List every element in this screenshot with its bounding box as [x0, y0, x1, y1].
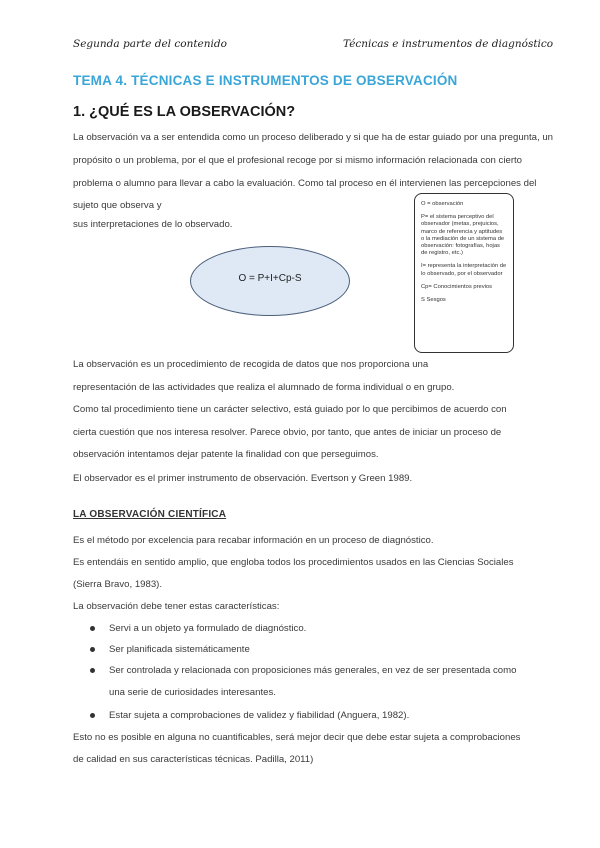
paragraph-line: El observador es el primer instrumento de observación. Evertson y Green 1989.	[73, 473, 413, 484]
paragraph-line: cierta cuestión que nos interesa resolver. Parece obvio, por tanto, que antes de iniciar un proceso de	[73, 427, 502, 438]
bullet-text: una serie de curiosidades interesantes.	[109, 687, 276, 698]
paragraph-line: La observación debe tener estas características:	[73, 601, 280, 612]
paragraph-line: problema o alumno para llevar a cabo la evaluación. Como tal proceso en él intervienen las percepciones del	[73, 178, 537, 189]
subsection-heading: LA OBSERVACIÓN CIENTÍFICA	[73, 509, 227, 520]
formula-text: O = P+I+Cp-S	[238, 273, 302, 284]
paragraph-line: representación de las actividades que realiza el alumnado de forma individual o en grupo.	[73, 382, 455, 393]
paragraph-line: Es el método por excelencia para recabar información en un proceso de diagnóstico.	[73, 535, 434, 546]
header-right: Técnicas e instrumentos de diagnóstico	[343, 38, 554, 50]
bullet-text: Ser planificada sistemáticamente	[109, 644, 250, 655]
bullet-icon	[90, 668, 95, 673]
legend-item: I= representa la interpretación de lo observado, por el observador	[421, 263, 507, 277]
header-left: Segunda parte del contenido	[73, 38, 227, 50]
legend-item: S Sesgos	[421, 297, 446, 304]
paragraph-line: (Sierra Bravo, 1983).	[73, 579, 163, 590]
page-title: TEMA 4. TÉCNICAS E INSTRUMENTOS DE OBSERVACIÓN	[73, 73, 458, 88]
paragraph-line: de calidad en sus características técnicas. Padilla, 2011)	[73, 754, 314, 765]
paragraph-line: La observación va a ser entendida como un proceso deliberado y si que ha de estar guiado por una pregunta, un	[73, 132, 554, 143]
bullet-text: Estar sujeta a comprobaciones de validez y fiabilidad (Anguera, 1982).	[109, 710, 410, 721]
bullet-icon	[90, 647, 95, 652]
formula-ellipse	[190, 246, 350, 316]
paragraph-line: Esto no es posible en alguna no cuantificables, será mejor decir que debe estar sujeta a comprobaciones	[73, 732, 521, 743]
section-heading: 1. ¿QUÉ ES LA OBSERVACIÓN?	[73, 104, 296, 120]
legend-item: Cp= Conocimientos previos	[421, 283, 493, 290]
paragraph-line: propósito o un problema, por el que el profesional recoge por si mismo información relacionada con cierto	[73, 155, 523, 166]
legend-item: P= el sistema perceptivo del observador (metas, prejuicios, marco de referencia y aptitudes o la mediación de un sistema de observación: fotografías, hojas de registro, etc.)	[421, 214, 505, 257]
legend-box	[414, 193, 514, 353]
legend-item: O = observación	[421, 201, 464, 207]
paragraph-line: Como tal procedimiento tiene un carácter selectivo, está guiado por lo que percibimos de acuerdo con	[73, 404, 507, 415]
bullet-icon	[90, 713, 95, 718]
paragraph-line: sus interpretaciones de lo observado.	[73, 219, 233, 230]
bullet-text: Servi a un objeto ya formulado de diagnóstico.	[109, 623, 307, 634]
paragraph-line: La observación es un procedimiento de recogida de datos que nos proporciona una	[73, 359, 429, 370]
bullet-text: Ser controlada y relacionada con proposiciones más generales, en vez de ser presentada como	[109, 665, 517, 676]
paragraph-line: sujeto que observa y	[73, 200, 162, 211]
bullet-icon	[90, 626, 95, 631]
paragraph-line: Es entendáis en sentido amplio, que engloba todos los procedimientos usados en las Ciencias Sociales	[73, 557, 514, 568]
paragraph-line: observación intentamos dejar patente la finalidad con que perseguimos.	[73, 449, 379, 460]
